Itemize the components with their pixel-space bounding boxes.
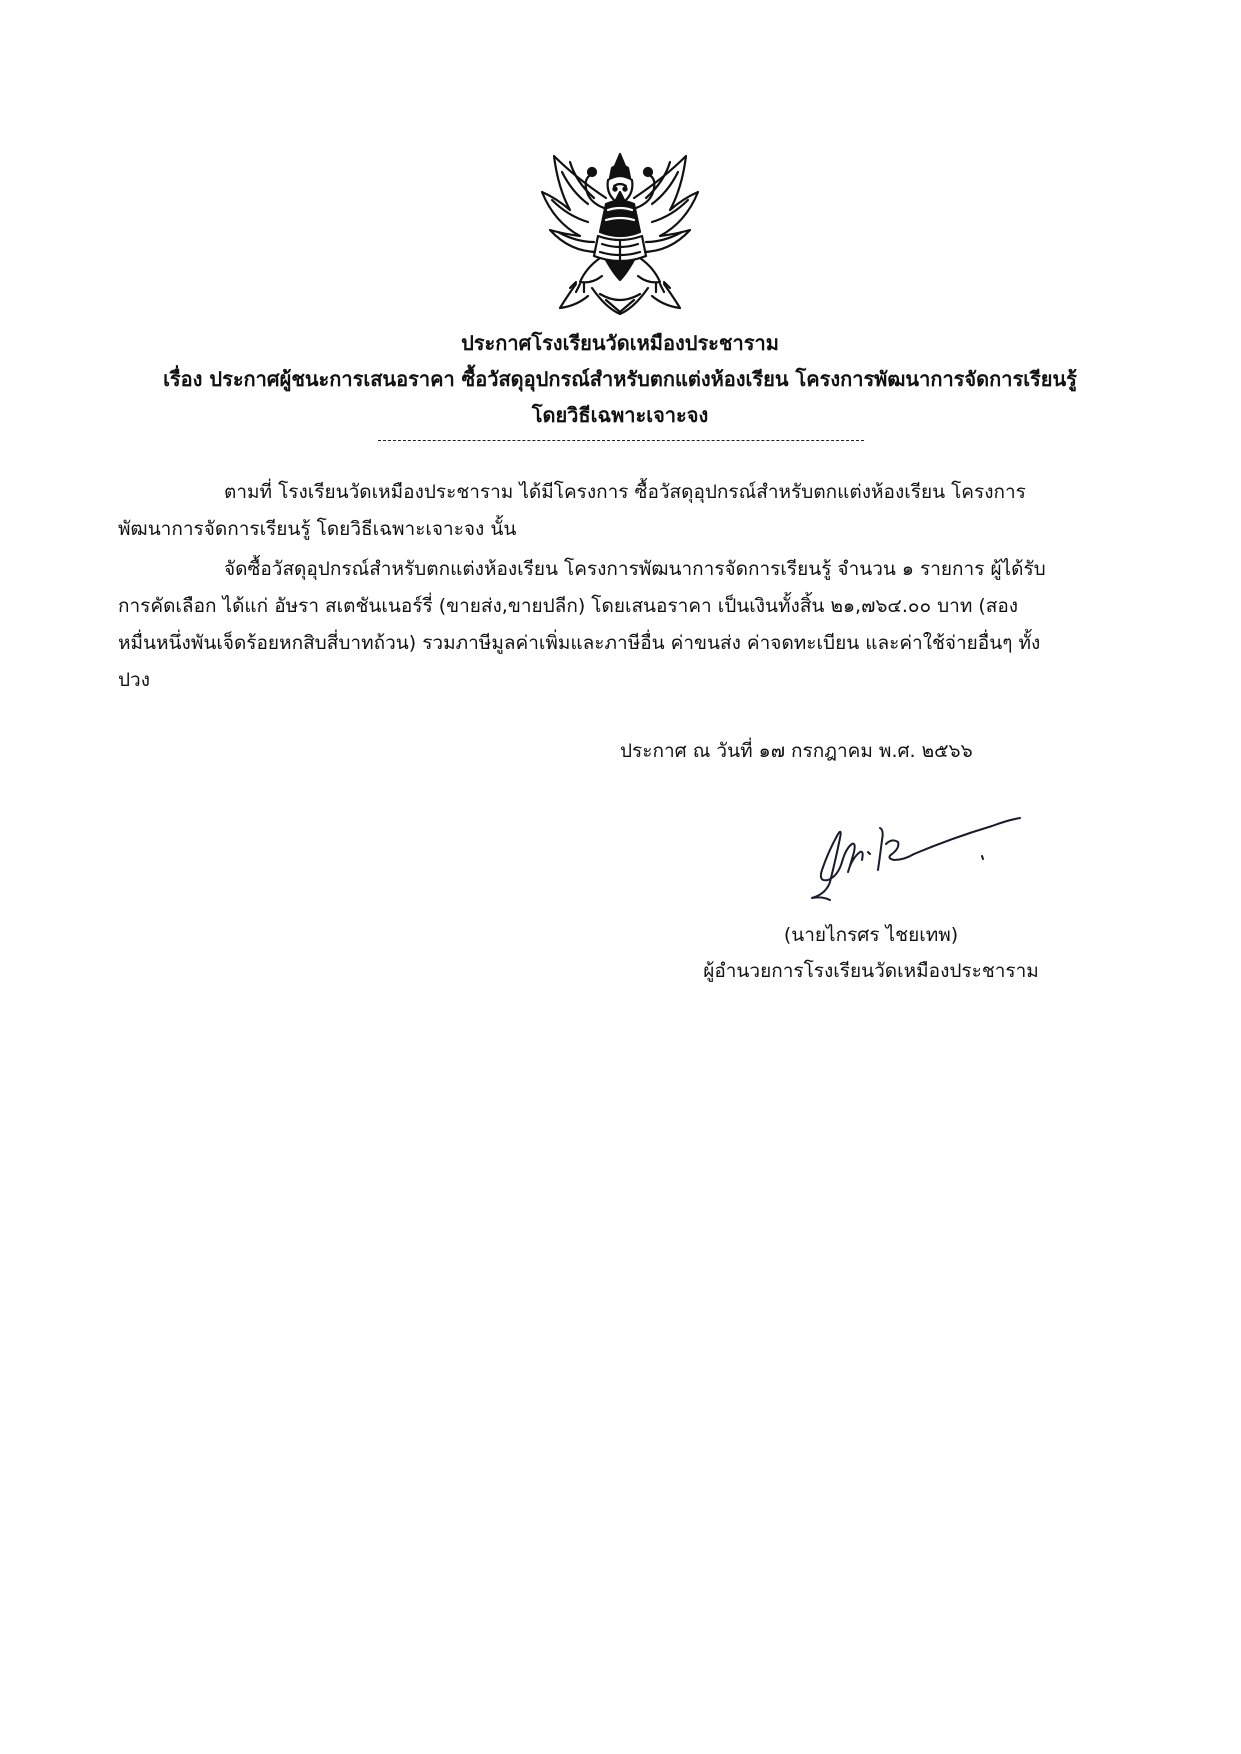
paragraph-line: ตามที่ โรงเรียนวัดเหมืองประชาราม ได้มีโครงการ ซื้อวัสดุอุปกรณ์สำหรับตกแต่งห้องเรียน โครงการ <box>224 481 1026 503</box>
paragraph-award <box>118 551 1122 699</box>
signer-title: ผู้อำนวยการโรงเรียนวัดเหมืองประชาราม <box>703 960 1039 982</box>
divider <box>378 440 864 441</box>
announcement-title: ประกาศโรงเรียนวัดเหมืองประชาราม <box>461 331 779 355</box>
signer-name: (นายไกรศร ไชยเทพ) <box>783 924 959 946</box>
garuda-emblem-icon <box>536 148 704 318</box>
paragraph-line: พัฒนาการจัดการเรียนรู้ โดยวิธีเฉพาะเจาะจง นั้น <box>118 518 517 540</box>
paragraph-intro <box>118 474 1122 548</box>
paragraph-line: จัดซื้อวัสดุอุปกรณ์สำหรับตกแต่งห้องเรียน โครงการพัฒนาการจัดการเรียนรู้ จำนวน ๑ รายการ ผู้ได้รับ <box>224 558 1046 580</box>
handwritten-signature <box>782 808 1030 912</box>
announcement-method: โดยวิธีเฉพาะเจาะจง <box>531 403 709 427</box>
paragraph-line: ปวง <box>118 669 151 691</box>
announcement-subject: เรื่อง ประกาศผู้ชนะการเสนอราคา ซื้อวัสดุอุปกรณ์สำหรับตกแต่งห้องเรียน โครงการพัฒนาการจัดการเรียนรู้ <box>163 367 1077 391</box>
announcement-date: ประกาศ ณ วันที่ ๑๗ กรกฎาคม พ.ศ. ๒๕๖๖ <box>620 740 973 762</box>
paragraph-line: หมื่นหนึ่งพันเจ็ดร้อยหกสิบสี่บาทถ้วน) รวมภาษีมูลค่าเพิ่มและภาษีอื่น ค่าขนส่ง ค่าจดทะเบียน และค่าใช้จ่ายอื่นๆ ทั้ง <box>118 632 1041 654</box>
paragraph-line: การคัดเลือก ได้แก่ อัษรา สเตชันเนอร์รี่ (ขายส่ง,ขายปลีก) โดยเสนอราคา เป็นเงินทั้งสิ้น ๒๑,๗๖๔.๐๐ บาท (สอง <box>118 595 1019 617</box>
